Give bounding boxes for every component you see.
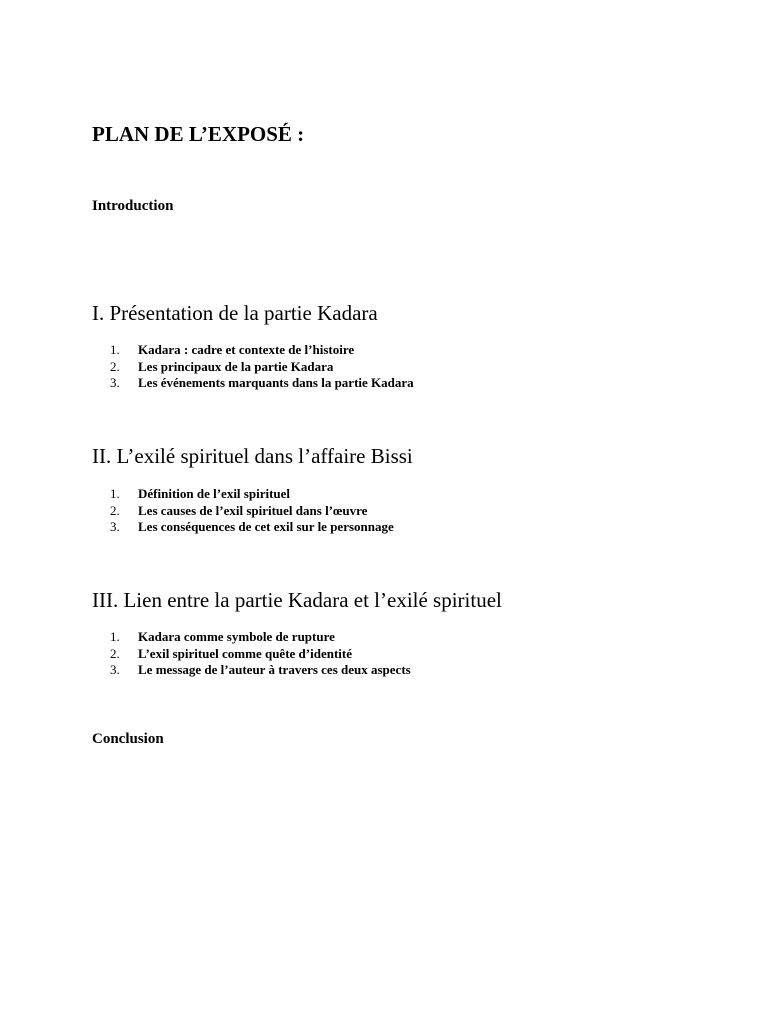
list-item (110, 646, 411, 663)
item-number: 2. (110, 358, 120, 374)
item-number: 1. (110, 629, 120, 644)
item-number: 3. (110, 519, 120, 534)
item-text: Les conséquences de cet exil sur le personnage (138, 519, 394, 534)
document-title: PLAN DE L’EXPOSÉ : (92, 122, 305, 146)
list-item (110, 503, 394, 520)
item-text: Kadara comme symbole de rupture (138, 629, 335, 644)
item-number: 3. (110, 662, 120, 677)
list-item (110, 359, 414, 376)
item-text: Le message de l’auteur à travers ces deux aspects (138, 662, 411, 677)
item-number: 1. (110, 342, 120, 357)
list-item (110, 342, 414, 359)
item-text: L’exil spirituel comme quête d’identité (138, 645, 352, 661)
list-item (110, 519, 394, 536)
item-number: 3. (110, 375, 120, 390)
list-item (110, 375, 414, 392)
section-3-list (110, 629, 411, 679)
section-2-list (110, 486, 394, 536)
item-number: 2. (110, 645, 120, 661)
item-text: Définition de l’exil spirituel (138, 486, 291, 501)
list-item (110, 486, 394, 503)
section-3-heading: III. Lien entre la partie Kadara et l’exilé spirituel (92, 588, 502, 612)
item-text: Kadara : cadre et contexte de l’histoire (138, 342, 355, 357)
item-text: Les causes de l’exil spirituel dans l’œuvre (138, 502, 368, 518)
section-1-list (110, 342, 414, 392)
item-text: Les principaux de la partie Kadara (138, 358, 334, 374)
item-number: 2. (110, 502, 120, 518)
introduction-heading: Introduction (92, 198, 174, 214)
section-1-heading: I. Présentation de la partie Kadara (92, 301, 378, 325)
list-item (110, 662, 411, 679)
list-item (110, 629, 411, 646)
item-text: Les événements marquants dans la partie Kadara (138, 375, 414, 390)
section-2-heading: II. L’exilé spirituel dans l’affaire Bissi (92, 444, 413, 468)
conclusion-heading: Conclusion (92, 731, 164, 747)
item-number: 1. (110, 486, 120, 501)
